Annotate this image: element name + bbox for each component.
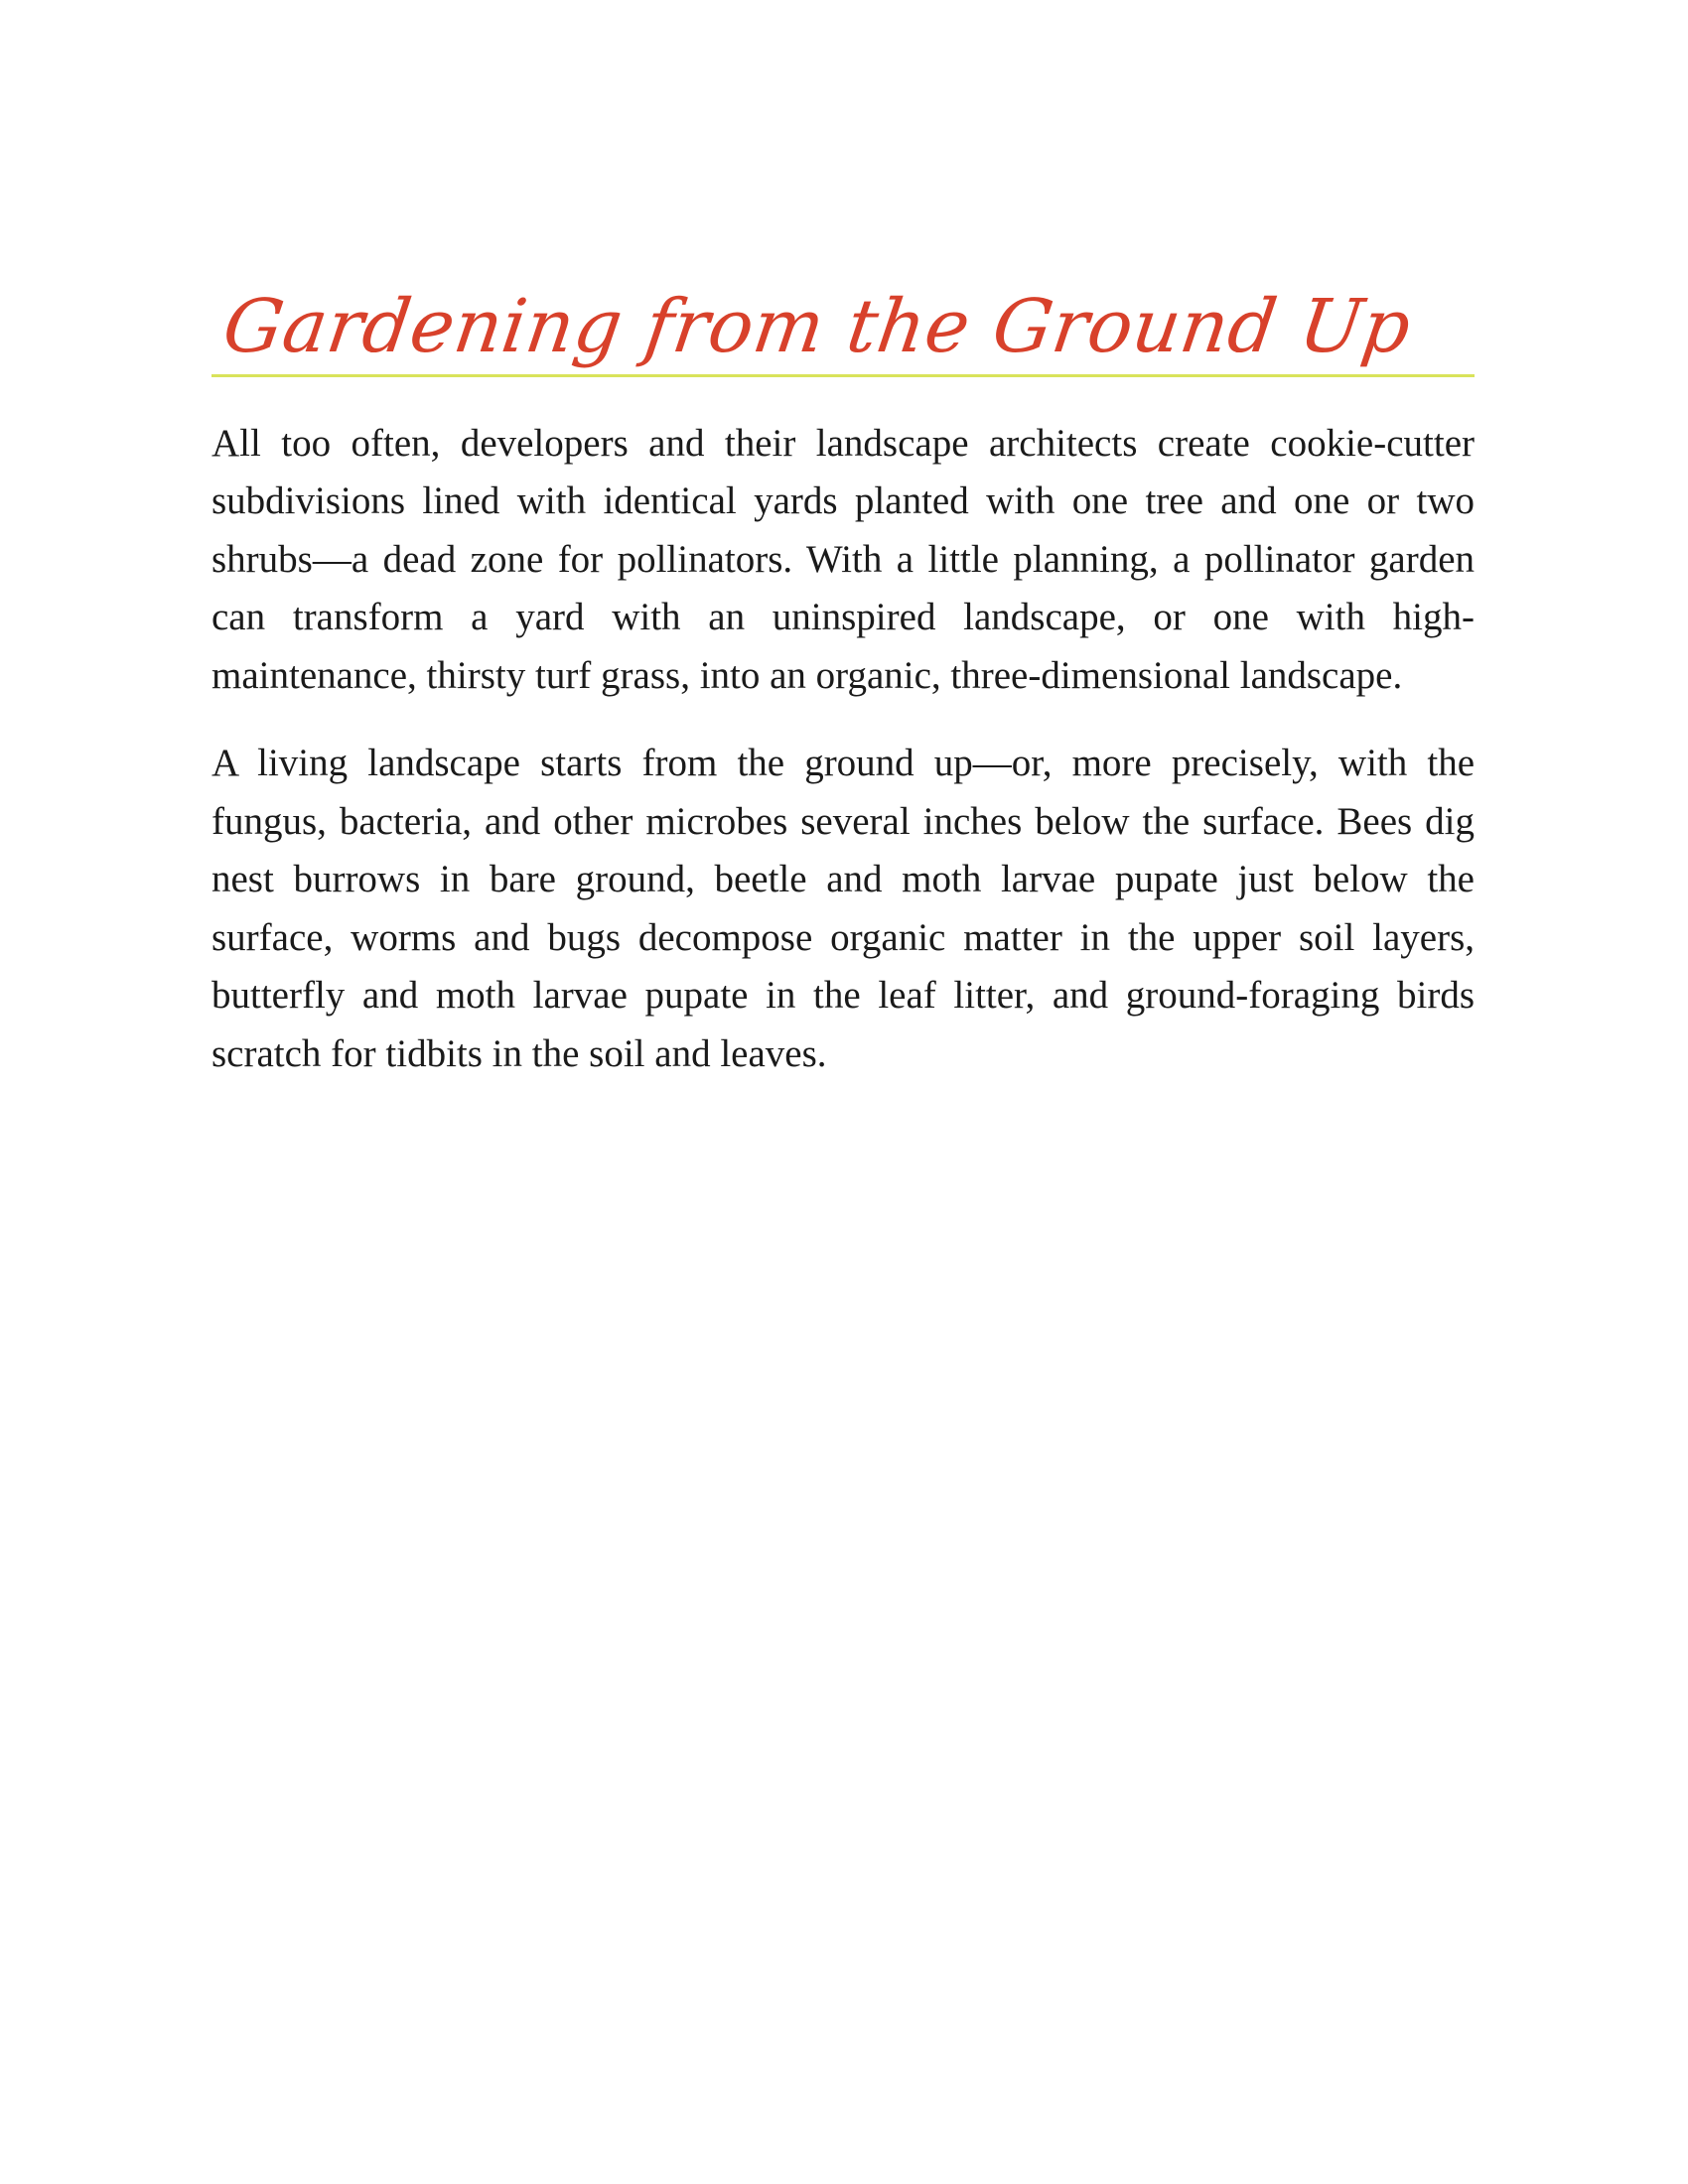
title-underline [211,374,1475,377]
paragraph-2: A living landscape starts from the ground up—or, more precisely, with the fungus, bacteria, and other microbes several inches below the surface. Bees dig nest burrows in bare ground, beetle and moth larvae pupate just below the surface, worms and bugs decompose organic matter in the upper soil layers, butterfly and moth larvae pupate in the leaf litter, and ground-foraging birds scratch for tidbits in the soil and leaves. [211,742,1475,1075]
body-text [211,415,1475,1084]
page-content [211,286,1475,1113]
page-title: Gardening from the Ground Up [217,284,1417,369]
paragraph-1: All too often, developers and their landscape architects create cookie-cutter subdivisions lined with identical yards planted with one tree and one or two shrubs—a dead zone for pollinators. With a little planning, a pollinator garden can transform a yard with an uninspired landscape, or one with high-maintenance, thirsty turf grass, into an organic, three-dimensional landscape. [211,421,1475,697]
